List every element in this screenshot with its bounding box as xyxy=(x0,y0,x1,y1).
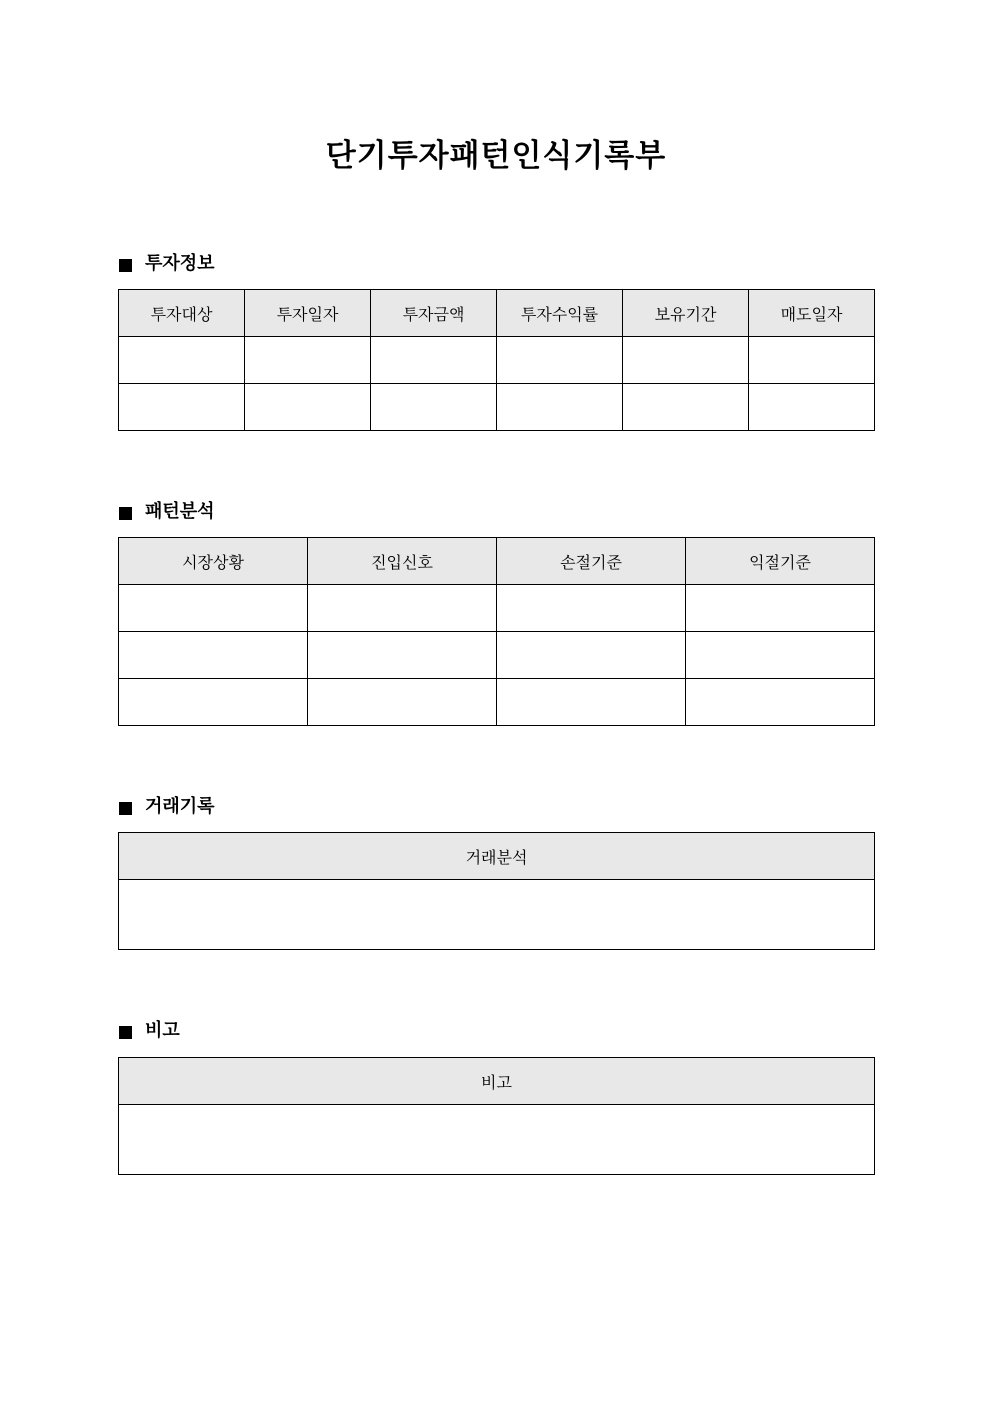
section-heading-pattern-analysis xyxy=(119,500,215,524)
table-cell-input[interactable] xyxy=(119,679,308,726)
table-cell-input[interactable] xyxy=(497,679,686,726)
column-header: 거래분석 xyxy=(119,833,875,880)
table-cell-input[interactable] xyxy=(497,632,686,679)
table-header-row xyxy=(119,290,875,337)
column-header: 매도일자 xyxy=(749,290,875,337)
column-header: 투자금액 xyxy=(371,290,497,337)
investment-info-table xyxy=(118,289,875,431)
table-cell-input[interactable] xyxy=(308,585,497,632)
column-header: 손절기준 xyxy=(497,538,686,585)
trade-analysis-input[interactable] xyxy=(119,880,875,950)
section-heading-trade-record xyxy=(119,795,215,819)
column-header: 시장상황 xyxy=(119,538,308,585)
section-heading-label: 투자정보 xyxy=(145,253,215,274)
section-heading-investment-info xyxy=(119,252,215,276)
trade-record-table xyxy=(118,832,875,950)
table-cell-input[interactable] xyxy=(497,585,686,632)
table-cell-input[interactable] xyxy=(686,585,875,632)
table-cell-input[interactable] xyxy=(371,384,497,431)
table-header-row xyxy=(119,538,875,585)
column-header: 보유기간 xyxy=(623,290,749,337)
square-bullet-icon xyxy=(119,259,132,272)
table-cell-input[interactable] xyxy=(245,384,371,431)
section-heading-label: 비고 xyxy=(145,1020,180,1041)
table-cell-input[interactable] xyxy=(497,384,623,431)
table-cell-input[interactable] xyxy=(686,632,875,679)
column-header: 익절기준 xyxy=(686,538,875,585)
table-cell-input[interactable] xyxy=(119,337,245,384)
square-bullet-icon xyxy=(119,507,132,520)
table-row xyxy=(119,880,875,950)
square-bullet-icon xyxy=(119,802,132,815)
square-bullet-icon xyxy=(119,1026,132,1039)
section-heading-label: 패턴분석 xyxy=(145,501,215,522)
remarks-input[interactable] xyxy=(119,1105,875,1175)
table-row xyxy=(119,384,875,431)
column-header: 비고 xyxy=(119,1058,875,1105)
table-cell-input[interactable] xyxy=(119,585,308,632)
table-row xyxy=(119,1105,875,1175)
table-cell-input[interactable] xyxy=(623,384,749,431)
table-header-row xyxy=(119,833,875,880)
table-cell-input[interactable] xyxy=(686,679,875,726)
table-cell-input[interactable] xyxy=(749,337,875,384)
column-header: 진입신호 xyxy=(308,538,497,585)
table-cell-input[interactable] xyxy=(623,337,749,384)
table-row xyxy=(119,679,875,726)
table-cell-input[interactable] xyxy=(371,337,497,384)
table-row xyxy=(119,632,875,679)
table-header-row xyxy=(119,1058,875,1105)
column-header: 투자일자 xyxy=(245,290,371,337)
section-heading-remarks xyxy=(119,1019,180,1043)
table-cell-input[interactable] xyxy=(119,384,245,431)
table-cell-input[interactable] xyxy=(749,384,875,431)
pattern-analysis-table xyxy=(118,537,875,726)
table-row xyxy=(119,337,875,384)
column-header: 투자수익률 xyxy=(497,290,623,337)
table-cell-input[interactable] xyxy=(308,679,497,726)
document-title: 단기투자패턴인식기록부 xyxy=(325,138,667,174)
table-cell-input[interactable] xyxy=(308,632,497,679)
remarks-table xyxy=(118,1057,875,1175)
section-heading-label: 거래기록 xyxy=(145,796,215,817)
table-cell-input[interactable] xyxy=(497,337,623,384)
table-cell-input[interactable] xyxy=(119,632,308,679)
table-row xyxy=(119,585,875,632)
table-cell-input[interactable] xyxy=(245,337,371,384)
column-header: 투자대상 xyxy=(119,290,245,337)
